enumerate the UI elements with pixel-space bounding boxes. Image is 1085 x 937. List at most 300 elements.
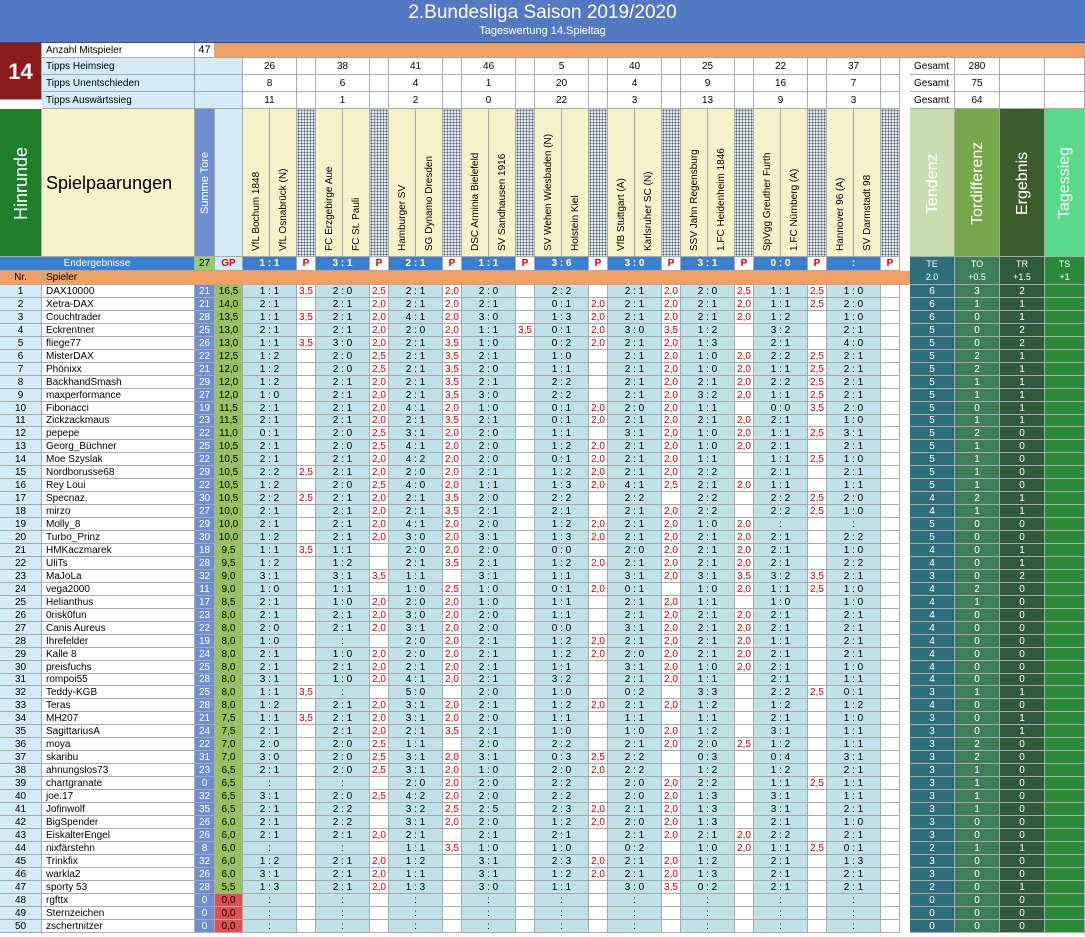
player-points bbox=[297, 777, 316, 790]
player-tip: 2 : 1 bbox=[754, 415, 808, 427]
player-name: MaJoLa bbox=[42, 570, 195, 583]
player-tip: 1 : 2 bbox=[535, 868, 589, 881]
tips-p-spacer bbox=[443, 75, 462, 92]
player-points bbox=[881, 505, 900, 518]
player-total-goals: 32 bbox=[195, 790, 215, 803]
player-points bbox=[808, 311, 827, 324]
player-tip: 2 : 1 bbox=[389, 337, 443, 350]
tips-count: 0 bbox=[462, 92, 516, 109]
player-tip: 3 : 1 bbox=[462, 855, 516, 868]
player-tip: 1 : 2 bbox=[681, 324, 735, 337]
player-points bbox=[881, 635, 900, 648]
title-bar bbox=[0, 0, 1085, 43]
player-tr: 2 bbox=[1000, 570, 1045, 583]
player-points bbox=[808, 609, 827, 622]
player-to: 0 bbox=[955, 868, 1000, 881]
player-tip: 1 : 0 bbox=[243, 583, 297, 596]
player-points bbox=[808, 635, 827, 648]
player-name: Ihrefelder bbox=[42, 635, 195, 648]
player-nr: 46 bbox=[0, 868, 42, 881]
player-points bbox=[516, 337, 535, 350]
player-name: maxperformance bbox=[42, 389, 195, 402]
player-points bbox=[735, 907, 754, 920]
player-tip: 2 : 1 bbox=[681, 648, 735, 661]
player-te: 4 bbox=[910, 622, 955, 635]
tips-count: 5 bbox=[535, 58, 589, 75]
player-tip: 2 : 1 bbox=[827, 440, 881, 453]
player-tip: 1 : 1 bbox=[754, 635, 808, 648]
player-points: 2,0 bbox=[589, 415, 608, 427]
player-tip: 2 : 1 bbox=[681, 531, 735, 544]
player-tip: 2 : 1 bbox=[681, 622, 735, 635]
player-tr: 1 bbox=[1000, 505, 1045, 518]
scoring-code: TR bbox=[1016, 259, 1028, 269]
player-tip: 4 : 2 bbox=[389, 790, 443, 803]
player-tip: 1 : 1 bbox=[243, 544, 297, 557]
player-points: 2,5 bbox=[808, 376, 827, 389]
player-name: Eckrentner bbox=[42, 324, 195, 337]
player-ts bbox=[1045, 609, 1085, 622]
player-total-goals: 21 bbox=[195, 712, 215, 725]
player-ts bbox=[1045, 816, 1085, 829]
match-away-team-label: FC St. Pauli bbox=[351, 197, 362, 251]
player-tip: : bbox=[827, 518, 881, 531]
player-points: 2,0 bbox=[370, 376, 389, 389]
player-points bbox=[808, 324, 827, 337]
player-tip: : bbox=[243, 894, 297, 907]
player-points bbox=[516, 376, 535, 389]
player-points bbox=[516, 492, 535, 505]
player-points bbox=[808, 790, 827, 803]
player-nr: 1 bbox=[0, 285, 42, 298]
player-tip: 2 : 1 bbox=[754, 674, 808, 686]
player-points: 2,0 bbox=[443, 751, 462, 764]
player-tip: 1 : 3 bbox=[681, 790, 735, 803]
player-tip: 2 : 1 bbox=[316, 518, 370, 531]
player-points bbox=[297, 842, 316, 855]
player-points: 3,5 bbox=[443, 376, 462, 389]
player-tip: 2 : 1 bbox=[243, 596, 297, 609]
ergebnis-header bbox=[1000, 109, 1045, 257]
player-tip: 3 : 1 bbox=[243, 868, 297, 881]
match-away-team bbox=[854, 109, 881, 257]
tips-count: 3 bbox=[827, 92, 881, 109]
player-gp: 6,0 bbox=[215, 829, 243, 842]
player-tip: 3 : 1 bbox=[608, 622, 662, 635]
player-tip: 1 : 0 bbox=[316, 596, 370, 609]
player-points: 2,0 bbox=[735, 557, 754, 570]
player-tip: 3 : 1 bbox=[608, 661, 662, 674]
player-points bbox=[370, 635, 389, 648]
player-to: 0 bbox=[955, 311, 1000, 324]
player-points bbox=[443, 920, 462, 933]
player-nr: 6 bbox=[0, 350, 42, 363]
player-name: Sternzeichen bbox=[42, 907, 195, 920]
player-te: 5 bbox=[910, 479, 955, 492]
player-gp: 10,5 bbox=[215, 440, 243, 453]
player-tip: 2 : 1 bbox=[243, 661, 297, 674]
player-tip: 2 : 0 bbox=[389, 777, 443, 790]
player-points bbox=[516, 518, 535, 531]
player-tip: 2 : 0 bbox=[316, 427, 370, 440]
player-te: 4 bbox=[910, 583, 955, 596]
player-points: 2,0 bbox=[662, 609, 681, 622]
player-tip: 1 : 2 bbox=[243, 363, 297, 376]
player-gp: 10,0 bbox=[215, 531, 243, 544]
player-points: 2,0 bbox=[662, 829, 681, 842]
player-tip: 1 : 0 bbox=[608, 725, 662, 738]
player-gp: 6,0 bbox=[215, 855, 243, 868]
player-points bbox=[735, 777, 754, 790]
player-name: SagittariusA bbox=[42, 725, 195, 738]
player-name: Moe Szyslak bbox=[42, 453, 195, 466]
player-ts bbox=[1045, 415, 1085, 427]
player-tip: 2 : 1 bbox=[608, 337, 662, 350]
player-points bbox=[881, 803, 900, 816]
player-name: 0risk0fun bbox=[42, 609, 195, 622]
player-points bbox=[735, 324, 754, 337]
player-tip: 2 : 0 bbox=[316, 350, 370, 363]
player-tip: 2 : 1 bbox=[389, 350, 443, 363]
player-points bbox=[662, 686, 681, 699]
player-to: 0 bbox=[955, 881, 1000, 894]
player-tip: 1 : 0 bbox=[827, 505, 881, 518]
player-tip: 3 : 3 bbox=[681, 686, 735, 699]
player-points: 2,0 bbox=[735, 635, 754, 648]
player-points bbox=[881, 531, 900, 544]
player-to: 0 bbox=[955, 324, 1000, 337]
player-points: 3,5 bbox=[443, 725, 462, 738]
player-name: Phönixx bbox=[42, 363, 195, 376]
player-points: 2,0 bbox=[662, 868, 681, 881]
player-tip: 2 : 0 bbox=[462, 453, 516, 466]
player-total-goals: 31 bbox=[195, 751, 215, 764]
player-tip: 2 : 1 bbox=[243, 402, 297, 415]
player-points bbox=[297, 531, 316, 544]
player-te: 3 bbox=[910, 725, 955, 738]
player-points: 2,0 bbox=[443, 466, 462, 479]
player-tip: 2 : 1 bbox=[389, 285, 443, 298]
player-tip: 2 : 1 bbox=[462, 661, 516, 674]
player-points bbox=[297, 790, 316, 803]
player-to: 0 bbox=[955, 648, 1000, 661]
player-points: 2,0 bbox=[370, 661, 389, 674]
player-tip: 2 : 2 bbox=[754, 686, 808, 699]
tips-p-spacer bbox=[297, 92, 316, 109]
player-tip: 3 : 2 bbox=[754, 324, 808, 337]
player-tip: 0 : 1 bbox=[243, 427, 297, 440]
player-to: 1 bbox=[955, 803, 1000, 816]
player-points bbox=[516, 764, 535, 777]
player-tip: 2 : 2 bbox=[754, 829, 808, 842]
player-points bbox=[808, 725, 827, 738]
player-points bbox=[881, 570, 900, 583]
player-points bbox=[297, 350, 316, 363]
player-tip: 3 : 2 bbox=[681, 389, 735, 402]
player-tip: 1 : 1 bbox=[535, 661, 589, 674]
player-name: Jofinwolf bbox=[42, 803, 195, 816]
player-points: 2,0 bbox=[589, 699, 608, 712]
player-to: 1 bbox=[955, 505, 1000, 518]
player-tr: 0 bbox=[1000, 674, 1045, 686]
player-tip: 0 : 1 bbox=[535, 415, 589, 427]
player-gp: 11,0 bbox=[215, 427, 243, 440]
player-to: 1 bbox=[955, 842, 1000, 855]
match-p-spacer bbox=[735, 109, 754, 257]
player-tip: 2 : 2 bbox=[535, 790, 589, 803]
player-name: mirzo bbox=[42, 505, 195, 518]
player-total-goals: 21 bbox=[195, 363, 215, 376]
player-gp: 8,0 bbox=[215, 635, 243, 648]
tips-count: 7 bbox=[827, 75, 881, 92]
player-points: 2,0 bbox=[662, 285, 681, 298]
player-total-goals: 35 bbox=[195, 803, 215, 816]
player-points bbox=[808, 764, 827, 777]
player-points bbox=[881, 453, 900, 466]
tagessieg-header-label: Tagessieg bbox=[1056, 146, 1073, 219]
player-tip: 2 : 1 bbox=[389, 376, 443, 389]
player-ts bbox=[1045, 842, 1085, 855]
player-to: 0 bbox=[955, 907, 1000, 920]
player-points: 2,5 bbox=[808, 453, 827, 466]
player-to: 2 bbox=[955, 363, 1000, 376]
player-points bbox=[589, 881, 608, 894]
player-tip: 2 : 1 bbox=[462, 415, 516, 427]
player-points bbox=[589, 674, 608, 686]
player-points: 2,0 bbox=[370, 855, 389, 868]
player-tip: 2 : 1 bbox=[243, 518, 297, 531]
p-label: P bbox=[662, 257, 681, 271]
player-gp: 8,0 bbox=[215, 609, 243, 622]
p-label: P bbox=[735, 257, 754, 271]
player-points: 2,0 bbox=[589, 583, 608, 596]
player-to: 0 bbox=[955, 661, 1000, 674]
player-te: 5 bbox=[910, 389, 955, 402]
match-away-team bbox=[635, 109, 662, 257]
player-points: 2,0 bbox=[370, 609, 389, 622]
player-points: 3,5 bbox=[443, 505, 462, 518]
player-tip: 2 : 0 bbox=[827, 298, 881, 311]
player-points: 2,0 bbox=[662, 544, 681, 557]
match-p-spacer bbox=[516, 109, 535, 257]
tips-p-spacer bbox=[589, 75, 608, 92]
player-tr: 0 bbox=[1000, 531, 1045, 544]
gp-header-spacer bbox=[215, 109, 243, 257]
player-tip: 2 : 0 bbox=[316, 764, 370, 777]
player-tip: 3 : 1 bbox=[389, 427, 443, 440]
player-gp: 8,0 bbox=[215, 699, 243, 712]
page-subtitle: Tageswertung 14.Spieltag bbox=[479, 25, 606, 37]
player-nr: 16 bbox=[0, 479, 42, 492]
player-nr: 32 bbox=[0, 686, 42, 699]
player-points: 2,0 bbox=[370, 324, 389, 337]
nr-header: Nr. bbox=[0, 271, 42, 285]
player-points: 2,0 bbox=[443, 596, 462, 609]
player-points: 2,0 bbox=[589, 635, 608, 648]
player-tip: 0 : 3 bbox=[681, 751, 735, 764]
player-points: 2,0 bbox=[735, 363, 754, 376]
player-points bbox=[589, 389, 608, 402]
player-tip: 1 : 2 bbox=[535, 466, 589, 479]
player-tip: 2 : 2 bbox=[535, 389, 589, 402]
scoring-value: +0.5 bbox=[968, 272, 986, 282]
player-tip: 2 : 1 bbox=[608, 505, 662, 518]
player-nr: 40 bbox=[0, 790, 42, 803]
p-label: P bbox=[516, 257, 535, 271]
player-tip: 2 : 1 bbox=[608, 389, 662, 402]
player-gp: 12,0 bbox=[215, 389, 243, 402]
player-points bbox=[881, 894, 900, 907]
player-points: 2,0 bbox=[735, 376, 754, 389]
player-tip: 3 : 1 bbox=[389, 622, 443, 635]
player-to: 0 bbox=[955, 557, 1000, 570]
player-tip: : bbox=[316, 686, 370, 699]
player-points: 2,0 bbox=[370, 518, 389, 531]
player-nr: 33 bbox=[0, 699, 42, 712]
player-tip: 2 : 1 bbox=[389, 557, 443, 570]
player-name: preisfuchs bbox=[42, 661, 195, 674]
tips-p-spacer bbox=[370, 58, 389, 75]
player-tip: 2 : 1 bbox=[389, 829, 443, 842]
p-label: P bbox=[297, 257, 316, 271]
player-tip: 3 : 0 bbox=[389, 609, 443, 622]
tips-count: 4 bbox=[608, 75, 662, 92]
player-te: 4 bbox=[910, 557, 955, 570]
player-tip: 1 : 1 bbox=[535, 570, 589, 583]
player-ts bbox=[1045, 894, 1085, 907]
player-nr: 2 bbox=[0, 298, 42, 311]
player-tip: 0 : 1 bbox=[535, 324, 589, 337]
player-tr: 1 bbox=[1000, 686, 1045, 699]
player-tip: 0 : 1 bbox=[535, 298, 589, 311]
tips-p-spacer bbox=[735, 58, 754, 75]
player-total-goals: 29 bbox=[195, 518, 215, 531]
player-points bbox=[589, 350, 608, 363]
player-tip: 2 : 0 bbox=[462, 622, 516, 635]
player-tip: : bbox=[316, 894, 370, 907]
player-points: 2,0 bbox=[735, 479, 754, 492]
player-to: 0 bbox=[955, 829, 1000, 842]
player-tip: 2 : 2 bbox=[681, 777, 735, 790]
player-tip: 1 : 0 bbox=[827, 415, 881, 427]
player-tip: 2 : 5 bbox=[462, 803, 516, 816]
hinrunde-header bbox=[0, 109, 42, 257]
player-tr: 0 bbox=[1000, 596, 1045, 609]
player-points bbox=[516, 855, 535, 868]
player-ts bbox=[1045, 829, 1085, 842]
player-points bbox=[297, 389, 316, 402]
player-total-goals: 22 bbox=[195, 738, 215, 751]
player-tip: 0 : 4 bbox=[754, 751, 808, 764]
player-total-goals: 21 bbox=[195, 298, 215, 311]
player-points: 3,5 bbox=[370, 570, 389, 583]
player-points: 2,0 bbox=[370, 596, 389, 609]
player-points bbox=[516, 712, 535, 725]
player-total-goals: 8 bbox=[195, 842, 215, 855]
player-tip: 0 : 1 bbox=[535, 453, 589, 466]
match-away-team-label: SG Dynamo Dresden bbox=[424, 155, 435, 251]
player-tip: 3 : 1 bbox=[754, 803, 808, 816]
player-tip: 3 : 1 bbox=[243, 674, 297, 686]
player-points: 2,0 bbox=[370, 712, 389, 725]
player-points bbox=[881, 427, 900, 440]
player-points: 2,0 bbox=[662, 635, 681, 648]
player-points bbox=[297, 505, 316, 518]
player-ts bbox=[1045, 376, 1085, 389]
player-points: 3,5 bbox=[516, 324, 535, 337]
player-tip: 1 : 1 bbox=[754, 583, 808, 596]
player-tip: : bbox=[535, 894, 589, 907]
player-tr: 1 bbox=[1000, 712, 1045, 725]
player-points bbox=[516, 868, 535, 881]
player-points bbox=[881, 544, 900, 557]
tips-count: 26 bbox=[243, 58, 297, 75]
player-tip: 2 : 1 bbox=[243, 298, 297, 311]
player-points: 2,0 bbox=[370, 648, 389, 661]
player-tip: 1 : 1 bbox=[681, 674, 735, 686]
player-tip: 1 : 1 bbox=[243, 311, 297, 324]
player-points: 3,5 bbox=[808, 402, 827, 415]
player-tip: 2 : 1 bbox=[608, 674, 662, 686]
player-points bbox=[735, 402, 754, 415]
player-tip: 2 : 0 bbox=[462, 427, 516, 440]
tips-count: 1 bbox=[316, 92, 370, 109]
player-tip: 3 : 1 bbox=[827, 427, 881, 440]
tips-p-spacer bbox=[297, 75, 316, 92]
player-points: 2,0 bbox=[443, 402, 462, 415]
player-tip: 2 : 1 bbox=[681, 544, 735, 557]
player-tip: 4 : 1 bbox=[389, 311, 443, 324]
tips-p-spacer bbox=[516, 58, 535, 75]
player-points bbox=[297, 479, 316, 492]
player-points: 2,5 bbox=[808, 427, 827, 440]
player-tip: 2 : 1 bbox=[681, 376, 735, 389]
player-tip: 2 : 1 bbox=[827, 803, 881, 816]
player-points: 2,0 bbox=[589, 311, 608, 324]
player-points: 3,5 bbox=[443, 557, 462, 570]
player-gp: 10,0 bbox=[215, 518, 243, 531]
player-tip: 2 : 1 bbox=[608, 466, 662, 479]
player-points bbox=[516, 725, 535, 738]
player-tip: 1 : 0 bbox=[462, 337, 516, 350]
player-tip: 2 : 0 bbox=[462, 544, 516, 557]
player-points bbox=[516, 531, 535, 544]
tips-p-spacer bbox=[297, 58, 316, 75]
player-nr: 11 bbox=[0, 415, 42, 427]
player-tip: 2 : 3 bbox=[535, 855, 589, 868]
match-away-team bbox=[562, 109, 589, 257]
player-points: 2,0 bbox=[370, 725, 389, 738]
player-total-goals: 25 bbox=[195, 661, 215, 674]
player-tip: 2 : 1 bbox=[316, 492, 370, 505]
match-away-team-label: VfL Osnabrück (N) bbox=[278, 168, 289, 251]
player-tip: 1 : 1 bbox=[535, 596, 589, 609]
player-points: 2,0 bbox=[370, 453, 389, 466]
player-nr: 20 bbox=[0, 531, 42, 544]
player-points bbox=[443, 855, 462, 868]
player-ts bbox=[1045, 324, 1085, 337]
player-nr: 36 bbox=[0, 738, 42, 751]
match-p-spacer bbox=[443, 109, 462, 257]
player-points bbox=[808, 816, 827, 829]
tips-spacer bbox=[195, 58, 243, 75]
player-points: 2,0 bbox=[589, 518, 608, 531]
player-points: 2,0 bbox=[662, 855, 681, 868]
player-points bbox=[297, 609, 316, 622]
player-total-goals: 29 bbox=[195, 376, 215, 389]
player-te: 3 bbox=[910, 790, 955, 803]
player-name: skaribu bbox=[42, 751, 195, 764]
